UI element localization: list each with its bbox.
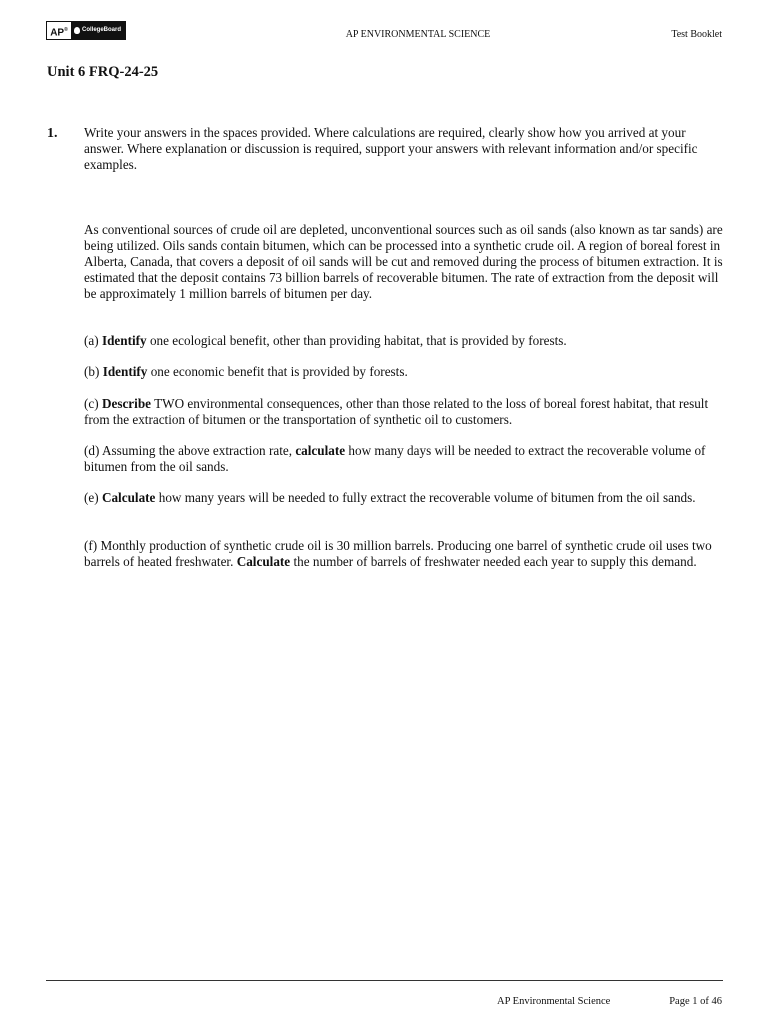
part-f: (f) Monthly production of synthetic crude oil is 30 million barrels. Producing one barrel of synthetic crude oil uses two barrels of heated freshwater. Calculate the number of barrels of freshwater needed each year to supply this demand. (84, 538, 712, 569)
header-subject: AP ENVIRONMENTAL SCIENCE (345, 29, 491, 40)
part-d: (d) Assuming the above extraction rate, calculate how many days will be needed to extract the recoverable volume of bitumen from the oil sands. (84, 443, 706, 474)
page-number: Page 1 of 46 (669, 996, 722, 1007)
logo-collegeboard-mark: CollegeBoard (71, 22, 125, 39)
question-instructions: Write your answers in the spaces provided. Where calculations are required, clearly show how you arrived at your answer. Where explanation or discussion is required, support your answers with relevant information and/or specific examples. (84, 125, 698, 172)
header-booklet-label: Test Booklet (671, 29, 722, 40)
footer-subject: AP Environmental Science (497, 996, 611, 1007)
logo-ap-mark: AP® (47, 22, 71, 39)
footer-divider (46, 980, 723, 981)
question-passage: As conventional sources of crude oil are depleted, unconventional sources such as oil sands (also known as tar sands) are being utilized. Oils sands contain bitumen, which can be processed into a synthetic crude oil. A region of boreal forest in Alberta, Canada, that covers a deposit of oil sands will be cut and removed during the process of bitumen extraction. It is estimated that the deposit contains 73 billion barrels of recoverable bitumen. The rate of extraction from the deposit will be approximately 1 million barrels of bitumen per day. (84, 222, 723, 301)
part-b: (b) Identify one economic benefit that is provided by forests. (84, 364, 408, 379)
part-e: (e) Calculate how many years will be needed to fully extract the recoverable volume of bitumen from the oil sands. (84, 490, 696, 505)
page-title: Unit 6 FRQ-24-25 (47, 64, 159, 80)
part-c: (c) Describe TWO environmental consequences, other than those related to the loss of boreal forest habitat, that result from the extraction of bitumen or the transportation of synthetic oil to customers. (84, 396, 709, 427)
part-a: (a) Identify one ecological benefit, other than providing habitat, that is provided by forests. (84, 333, 567, 348)
question-number: 1. (47, 126, 58, 141)
